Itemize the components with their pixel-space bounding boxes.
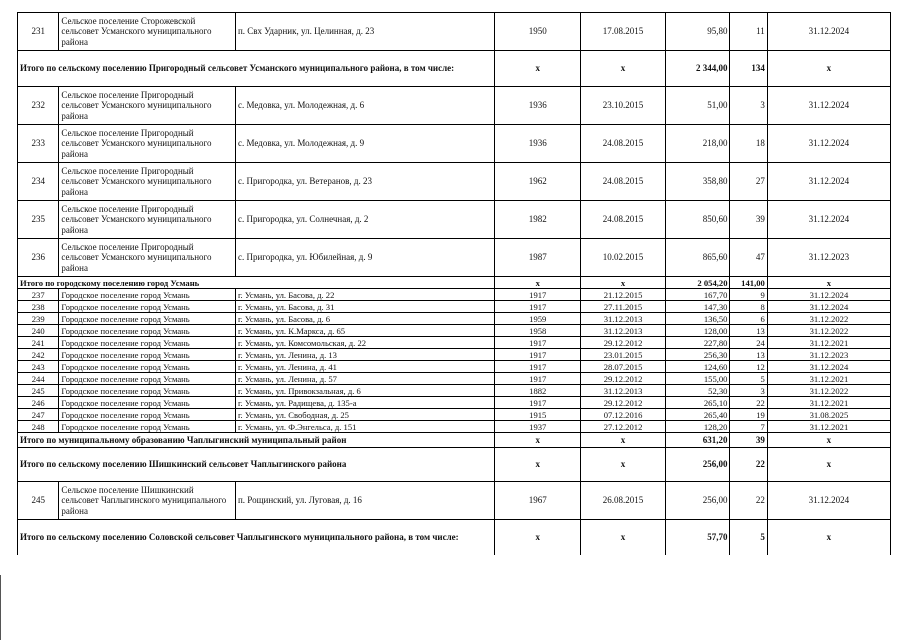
year-cell: 1950 bbox=[495, 13, 581, 51]
residents-cell: 13 bbox=[730, 349, 767, 361]
area-cell: 147,30 bbox=[665, 301, 730, 313]
table-row bbox=[18, 201, 891, 239]
owner-cell: Городское поселение город Усмань bbox=[59, 409, 236, 421]
residents-cell: 5 bbox=[730, 520, 767, 556]
row-number-cell: 242 bbox=[18, 349, 59, 361]
year-cell: 1917 bbox=[495, 289, 581, 301]
year-cell: 1917 bbox=[495, 397, 581, 409]
residents-cell: 3 bbox=[730, 385, 767, 397]
deadline-cell: 31.12.2024 bbox=[767, 163, 890, 201]
date-cell: х bbox=[581, 51, 666, 87]
year-cell: 1936 bbox=[495, 125, 581, 163]
residents-cell: 7 bbox=[730, 421, 767, 433]
year-cell: 1982 bbox=[495, 201, 581, 239]
deadline-cell: 31.12.2024 bbox=[767, 482, 890, 520]
residents-cell: 6 bbox=[730, 313, 767, 325]
area-cell: 265,10 bbox=[665, 397, 730, 409]
deadline-cell: 31.12.2024 bbox=[767, 125, 890, 163]
date-cell: х bbox=[581, 277, 666, 289]
date-cell: х bbox=[581, 433, 666, 448]
table-row bbox=[18, 421, 891, 433]
residents-cell: 5 bbox=[730, 373, 767, 385]
deadline-cell: х bbox=[767, 433, 890, 448]
date-cell: 26.08.2015 bbox=[581, 482, 666, 520]
row-number-cell: 239 bbox=[18, 313, 59, 325]
year-cell: 1958 bbox=[495, 325, 581, 337]
deadline-cell: х bbox=[767, 448, 890, 482]
residents-cell: 134 bbox=[730, 51, 767, 87]
address-cell: п. Рощинский, ул. Луговая, д. 16 bbox=[235, 482, 494, 520]
owner-cell: Сельское поселение Пригородный сельсовет Усманского муниципального района bbox=[59, 125, 236, 163]
deadline-cell: 31.12.2021 bbox=[767, 337, 890, 349]
owner-cell: Сельское поселение Шишкинский сельсовет Чаплыгинского муниципального района bbox=[59, 482, 236, 520]
date-cell: 10.02.2015 bbox=[581, 239, 666, 277]
address-cell: г. Усмань, ул. Басова, д. 22 bbox=[235, 289, 494, 301]
deadline-cell: 31.12.2024 bbox=[767, 13, 890, 51]
owner-cell: Городское поселение город Усмань bbox=[59, 289, 236, 301]
area-cell: 256,30 bbox=[665, 349, 730, 361]
table-row bbox=[18, 289, 891, 301]
area-cell: 2 054,20 bbox=[665, 277, 730, 289]
owner-cell: Сельское поселение Пригородный сельсовет Усманского муниципального района bbox=[59, 87, 236, 125]
deadline-cell: 31.12.2024 bbox=[767, 201, 890, 239]
date-cell: 24.08.2015 bbox=[581, 201, 666, 239]
table-row bbox=[18, 87, 891, 125]
date-cell: 29.12.2012 bbox=[581, 397, 666, 409]
deadline-cell: 31.12.2022 bbox=[767, 385, 890, 397]
table-row bbox=[18, 239, 891, 277]
row-number-cell: 231 bbox=[18, 13, 59, 51]
year-cell: х bbox=[495, 448, 581, 482]
deadline-cell: х bbox=[767, 51, 890, 87]
subtotal-label: Итого по муниципальному образованию Чаплыгинский муниципальный район bbox=[18, 433, 495, 448]
date-cell: х bbox=[581, 520, 666, 556]
deadline-cell: 31.12.2021 bbox=[767, 397, 890, 409]
table-row bbox=[18, 385, 891, 397]
date-cell: 23.10.2015 bbox=[581, 87, 666, 125]
residents-cell: 22 bbox=[730, 482, 767, 520]
table-row bbox=[18, 13, 891, 51]
table-row bbox=[18, 373, 891, 385]
table-row bbox=[18, 337, 891, 349]
date-cell: х bbox=[581, 448, 666, 482]
subtotal-row bbox=[18, 520, 891, 556]
housing-register-table bbox=[17, 12, 891, 555]
row-number-cell: 234 bbox=[18, 163, 59, 201]
row-number-cell: 233 bbox=[18, 125, 59, 163]
area-cell: 155,00 bbox=[665, 373, 730, 385]
subtotal-row bbox=[18, 433, 891, 448]
area-cell: 2 344,00 bbox=[665, 51, 730, 87]
residents-cell: 39 bbox=[730, 201, 767, 239]
residents-cell: 141,00 bbox=[730, 277, 767, 289]
table-row bbox=[18, 482, 891, 520]
date-cell: 24.08.2015 bbox=[581, 125, 666, 163]
deadline-cell: х bbox=[767, 520, 890, 556]
residents-cell: 27 bbox=[730, 163, 767, 201]
year-cell: 1962 bbox=[495, 163, 581, 201]
date-cell: 31.12.2013 bbox=[581, 325, 666, 337]
row-number-cell: 236 bbox=[18, 239, 59, 277]
table-row bbox=[18, 301, 891, 313]
date-cell: 29.12.2012 bbox=[581, 337, 666, 349]
area-cell: 850,60 bbox=[665, 201, 730, 239]
residents-cell: 9 bbox=[730, 289, 767, 301]
row-number-cell: 238 bbox=[18, 301, 59, 313]
owner-cell: Городское поселение город Усмань bbox=[59, 349, 236, 361]
deadline-cell: 31.12.2024 bbox=[767, 301, 890, 313]
address-cell: с. Пригородка, ул. Ветеранов, д. 23 bbox=[235, 163, 494, 201]
date-cell: 24.08.2015 bbox=[581, 163, 666, 201]
owner-cell: Городское поселение город Усмань bbox=[59, 421, 236, 433]
table-row bbox=[18, 397, 891, 409]
year-cell: 1917 bbox=[495, 349, 581, 361]
year-cell: 1959 bbox=[495, 313, 581, 325]
area-cell: 358,80 bbox=[665, 163, 730, 201]
area-cell: 57,70 bbox=[665, 520, 730, 556]
row-number-cell: 248 bbox=[18, 421, 59, 433]
address-cell: г. Усмань, ул. Привокзальная, д. 6 bbox=[235, 385, 494, 397]
year-cell: 1987 bbox=[495, 239, 581, 277]
area-cell: 631,20 bbox=[665, 433, 730, 448]
deadline-cell: 31.12.2024 bbox=[767, 289, 890, 301]
year-cell: 1917 bbox=[495, 301, 581, 313]
date-cell: 23.01.2015 bbox=[581, 349, 666, 361]
deadline-cell: 31.12.2023 bbox=[767, 349, 890, 361]
deadline-cell: 31.12.2023 bbox=[767, 239, 890, 277]
area-cell: 265,40 bbox=[665, 409, 730, 421]
owner-cell: Сельское поселение Пригородный сельсовет Усманского муниципального района bbox=[59, 239, 236, 277]
year-cell: 1915 bbox=[495, 409, 581, 421]
area-cell: 256,00 bbox=[665, 482, 730, 520]
subtotal-row bbox=[18, 448, 891, 482]
deadline-cell: 31.08.2025 bbox=[767, 409, 890, 421]
row-number-cell: 240 bbox=[18, 325, 59, 337]
owner-cell: Городское поселение город Усмань bbox=[59, 337, 236, 349]
deadline-cell: 31.12.2021 bbox=[767, 373, 890, 385]
date-cell: 29.12.2012 bbox=[581, 373, 666, 385]
table-body bbox=[18, 13, 891, 556]
deadline-cell: 31.12.2024 bbox=[767, 87, 890, 125]
deadline-cell: 31.12.2022 bbox=[767, 325, 890, 337]
table-row bbox=[18, 313, 891, 325]
subtotal-label: Итого по сельскому поселению Пригородный сельсовет Усманского муниципального района, в том числе: bbox=[18, 51, 495, 87]
year-cell: 1936 bbox=[495, 87, 581, 125]
address-cell: г. Усмань, ул. Басова, д. 6 bbox=[235, 313, 494, 325]
residents-cell: 11 bbox=[730, 13, 767, 51]
date-cell: 31.12.2013 bbox=[581, 385, 666, 397]
row-number-cell: 243 bbox=[18, 361, 59, 373]
area-cell: 128,00 bbox=[665, 325, 730, 337]
date-cell: 17.08.2015 bbox=[581, 13, 666, 51]
address-cell: г. Усмань, ул. Комсомольская, д. 22 bbox=[235, 337, 494, 349]
subtotal-label: Итого по городскому поселению город Усмань bbox=[18, 277, 495, 289]
owner-cell: Сельское поселение Пригородный сельсовет Усманского муниципального района bbox=[59, 163, 236, 201]
year-cell: х bbox=[495, 277, 581, 289]
residents-cell: 8 bbox=[730, 301, 767, 313]
deadline-cell: х bbox=[767, 277, 890, 289]
owner-cell: Сельское поселение Пригородный сельсовет Усманского муниципального района bbox=[59, 201, 236, 239]
deadline-cell: 31.12.2022 bbox=[767, 313, 890, 325]
area-cell: 95,80 bbox=[665, 13, 730, 51]
row-number-cell: 246 bbox=[18, 397, 59, 409]
table-row bbox=[18, 325, 891, 337]
owner-cell: Городское поселение город Усмань bbox=[59, 385, 236, 397]
row-number-cell: 241 bbox=[18, 337, 59, 349]
subtotal-label: Итого по сельскому поселению Соловской сельсовет Чаплыгинского муниципального района, в том числе: bbox=[18, 520, 495, 556]
residents-cell: 13 bbox=[730, 325, 767, 337]
residents-cell: 47 bbox=[730, 239, 767, 277]
address-cell: г. Усмань, ул. Ленина, д. 13 bbox=[235, 349, 494, 361]
row-number-cell: 247 bbox=[18, 409, 59, 421]
area-cell: 218,00 bbox=[665, 125, 730, 163]
address-cell: г. Усмань, ул. Свободная, д. 25 bbox=[235, 409, 494, 421]
residents-cell: 22 bbox=[730, 397, 767, 409]
year-cell: х bbox=[495, 520, 581, 556]
address-cell: г. Усмань, ул. К.Маркса, д. 65 bbox=[235, 325, 494, 337]
table-row bbox=[18, 361, 891, 373]
area-cell: 256,00 bbox=[665, 448, 730, 482]
address-cell: п. Свх Ударник, ул. Целинная, д. 23 bbox=[235, 13, 494, 51]
area-cell: 51,00 bbox=[665, 87, 730, 125]
row-number-cell: 232 bbox=[18, 87, 59, 125]
date-cell: 21.12.2015 bbox=[581, 289, 666, 301]
row-number-cell: 244 bbox=[18, 373, 59, 385]
address-cell: с. Медовка, ул. Молодежная, д. 6 bbox=[235, 87, 494, 125]
subtotal-label: Итого по сельскому поселению Шишкинский сельсовет Чаплыгинского района bbox=[18, 448, 495, 482]
address-cell: с. Пригородка, ул. Юбилейная, д. 9 bbox=[235, 239, 494, 277]
table-row bbox=[18, 125, 891, 163]
date-cell: 07.12.2016 bbox=[581, 409, 666, 421]
row-number-cell: 237 bbox=[18, 289, 59, 301]
owner-cell: Городское поселение город Усмань bbox=[59, 373, 236, 385]
row-number-cell: 245 bbox=[18, 385, 59, 397]
address-cell: с. Медовка, ул. Молодежная, д. 9 bbox=[235, 125, 494, 163]
residents-cell: 19 bbox=[730, 409, 767, 421]
address-cell: г. Усмань, ул. Басова, д. 31 bbox=[235, 301, 494, 313]
date-cell: 31.12.2013 bbox=[581, 313, 666, 325]
address-cell: с. Пригородка, ул. Солнечная, д. 2 bbox=[235, 201, 494, 239]
table-row bbox=[18, 349, 891, 361]
date-cell: 27.12.2012 bbox=[581, 421, 666, 433]
date-cell: 28.07.2015 bbox=[581, 361, 666, 373]
area-cell: 136,50 bbox=[665, 313, 730, 325]
owner-cell: Городское поселение город Усмань bbox=[59, 397, 236, 409]
residents-cell: 3 bbox=[730, 87, 767, 125]
residents-cell: 39 bbox=[730, 433, 767, 448]
year-cell: 1917 bbox=[495, 361, 581, 373]
address-cell: г. Усмань, ул. Ленина, д. 41 bbox=[235, 361, 494, 373]
residents-cell: 24 bbox=[730, 337, 767, 349]
year-cell: 1967 bbox=[495, 482, 581, 520]
row-number-cell: 245 bbox=[18, 482, 59, 520]
table-row bbox=[18, 409, 891, 421]
row-number-cell: 235 bbox=[18, 201, 59, 239]
subtotal-row bbox=[18, 51, 891, 87]
area-cell: 865,60 bbox=[665, 239, 730, 277]
year-cell: 1917 bbox=[495, 337, 581, 349]
address-cell: г. Усмань, ул. Ленина, д. 57 bbox=[235, 373, 494, 385]
area-cell: 167,70 bbox=[665, 289, 730, 301]
owner-cell: Городское поселение город Усмань bbox=[59, 313, 236, 325]
year-cell: 1917 bbox=[495, 373, 581, 385]
residents-cell: 22 bbox=[730, 448, 767, 482]
address-cell: г. Усмань, ул. Радищева, д. 135-а bbox=[235, 397, 494, 409]
year-cell: 1882 bbox=[495, 385, 581, 397]
owner-cell: Городское поселение город Усмань bbox=[59, 361, 236, 373]
area-cell: 227,80 bbox=[665, 337, 730, 349]
residents-cell: 18 bbox=[730, 125, 767, 163]
date-cell: 27.11.2015 bbox=[581, 301, 666, 313]
year-cell: х bbox=[495, 433, 581, 448]
page-edge-line bbox=[0, 575, 1, 640]
area-cell: 52,30 bbox=[665, 385, 730, 397]
area-cell: 128,20 bbox=[665, 421, 730, 433]
residents-cell: 12 bbox=[730, 361, 767, 373]
deadline-cell: 31.12.2021 bbox=[767, 421, 890, 433]
year-cell: х bbox=[495, 51, 581, 87]
subtotal-row bbox=[18, 277, 891, 289]
table-row bbox=[18, 163, 891, 201]
address-cell: г. Усмань, ул. Ф.Энгельса, д. 151 bbox=[235, 421, 494, 433]
owner-cell: Городское поселение город Усмань bbox=[59, 325, 236, 337]
owner-cell: Сельское поселение Сторожевской сельсовет Усманского муниципального района bbox=[59, 13, 236, 51]
owner-cell: Городское поселение город Усмань bbox=[59, 301, 236, 313]
year-cell: 1937 bbox=[495, 421, 581, 433]
area-cell: 124,60 bbox=[665, 361, 730, 373]
deadline-cell: 31.12.2024 bbox=[767, 361, 890, 373]
